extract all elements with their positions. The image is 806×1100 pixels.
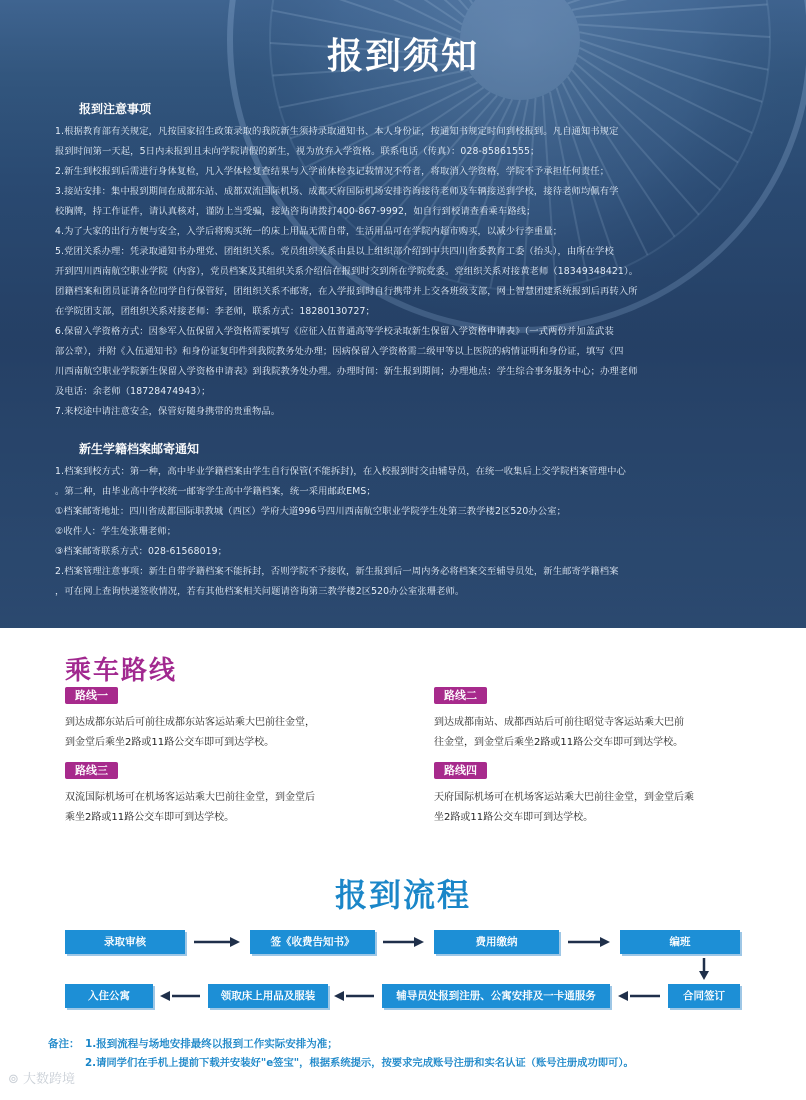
archive-heading: 新生学籍档案邮寄通知 [79, 442, 200, 456]
notice-heading: 报到注意事项 [79, 102, 152, 116]
watermark-logo-icon: ⊚ [8, 1072, 24, 1087]
archive-item: 2.档案管理注意事项：新生自带学籍档案不能拆封，否则学院不予接收，新生报到后一周内务必将档案交至辅导员处，新生邮寄学籍档案 ，可在网上查询快递签收情况，若有其他档案相关问题请咨询第三教学楼2区520办公室张珊老师。 [55, 566, 619, 597]
page-title: 报到须知 [326, 36, 479, 77]
notes-line-1: 1.报到流程与场地安排最终以报到工作实际安排为准； [85, 1038, 338, 1050]
arrow-head-icon [414, 937, 424, 947]
notes-line-2: 2.请同学们在手机上提前下载并安装好"e签宝"，根据系统提示，按要求完成账号注册和实名认证（账号注册成功即可）。 [85, 1057, 634, 1069]
notice-item: 7.来校途中请注意安全，保管好随身携带的贵重物品。 [55, 406, 281, 417]
arrow-head-icon [230, 937, 240, 947]
watermark-text: 大数跨境 [23, 1072, 76, 1087]
notice-item: 4.为了大家的出行方便与安全，入学后将购买统一的床上用品无需自带，生活用品可在学院内超市购买，以减少行李重量； [55, 226, 563, 237]
flow-step-3: 费用缴纳 [434, 930, 559, 954]
route-text-4: 天府国际机场可在机场客运站乘大巴前往金堂，到金堂后乘 坐2路或11路公交车即可到达学校。 [434, 792, 694, 823]
routes-title: 乘车路线 [65, 656, 178, 686]
route-text-1: 到达成都东站后可前往成都东站客运站乘大巴前往金堂， 到金堂后乘坐2路或11路公交车即可到达学校。 [65, 717, 315, 748]
notice-item: 2.新生到校报到后需进行身体复检，凡入学体检复查结果与入学前体检表记载情况不符者，将取消入学资格，学院不予承担任何责任； [55, 166, 610, 177]
arrow-head-icon [699, 971, 709, 980]
notes-label: 备注： [48, 1038, 80, 1050]
flow-step-5: 合同签订 [668, 984, 740, 1008]
route-text-2: 到达成都南站、成都西站后可前往昭觉寺客运站乘大巴前 往金堂，到金堂后乘坐2路或11路公交车即可到达学校。 [434, 717, 684, 748]
arrow-head-icon [334, 991, 344, 1001]
archive-item: ③档案邮寄联系方式：028-61568019； [55, 546, 228, 557]
flow-step-6: 辅导员处报到注册、公寓安排及一卡通服务 [382, 984, 610, 1008]
flow-step-7: 领取床上用品及服装 [208, 984, 328, 1008]
archive-item: ②收件人：学生处张珊老师； [55, 526, 177, 537]
arrow-head-icon [160, 991, 170, 1001]
watermark [8, 1068, 75, 1087]
route-text-3: 双流国际机场可在机场客运站乘大巴前往金堂，到金堂后 乘坐2路或11路公交车即可到达学校。 [65, 792, 315, 823]
archive-item: 1.档案到校方式：第一种，高中毕业学籍档案由学生自行保管(不能拆封)，在入校报到时交由辅导员，在统一收集后上交学院档案管理中心 。第二种，由毕业高中学校统一邮寄学生高中学籍档案，统一采用邮政EMS； [55, 466, 626, 497]
route-tag-4: 路线四 [434, 762, 487, 779]
notice-item: 1.根据教育部有关规定，凡按国家招生政策录取的我院新生须持录取通知书、本人身份证，按通知书规定时间到校报到。凡自通知书规定 报到时间第一天起，5日内未报到且未向学院请假的新生，视为放弃入学资格。联系电话（传真）：028-85861555； [55, 126, 619, 157]
archive-item: ①档案邮寄地址：四川省成都国际职教城（西区）学府大道996号四川西南航空职业学院学生处第三教学楼2区520办公室； [55, 506, 566, 517]
route-tag-3: 路线三 [65, 762, 118, 779]
arrow-head-icon [618, 991, 628, 1001]
flow-step-4: 编班 [620, 930, 740, 954]
flow-step-8: 入住公寓 [65, 984, 153, 1008]
flow-step-1: 录取审核 [65, 930, 185, 954]
route-tag-2: 路线二 [434, 687, 487, 704]
route-tag-1: 路线一 [65, 687, 118, 704]
notice-item: 3.接站安排：集中报到期间在成都东站、成都双流国际机场、成都天府国际机场安排咨询接待老师及车辆接送到学校，接待老师均佩有学 校胸牌，持工作证件，请认真核对，谨防上当受骗，接站咨询请拨打400-867-9992，如自行到校请查看乘车路线； [55, 186, 619, 217]
notice-item: 6.保留入学资格方式：因参军入伍保留入学资格需要填写《应征入伍普通高等学校录取新生保留入学资格申请表》（一式两份并加盖武装 部公章），并附《入伍通知书》和身份证复印件到我院教务处办理；因病保留入学资格需二级甲等以上医院的病情证明和身份证，填写《四 川西南航空职业学院新生保留入学资格申请表》到我院教务处办理。办理时间：新生报到期间；办理地点：学生综合事务服务中心；办理老师 及电话：余老师（18728474943）； [55, 326, 638, 397]
flow-title: 报到流程 [334, 876, 471, 914]
notice-item: 5.党团关系办理：凭录取通知书办理党、团组织关系。党员组织关系由县以上组织部介绍到中共四川省委教育工委（抬头），由所在学校 开到四川西南航空职业学院（内容），党员档案及其组织关系介绍信在报到时交到所在学院党委。党组织关系对接黄老师（18349348421）。 团籍档案和团员证请各位同学自行保管好，团组织关系不邮寄，在入学报到时自行携带并上交各班级支部，网上智慧团建系统报到后再转入所 在学院团支部，团组织关系对接老师：李老师，联系方式：18280130727； [55, 246, 639, 317]
arrow-head-icon [600, 937, 610, 947]
flow-step-2: 签《收费告知书》 [250, 930, 375, 954]
